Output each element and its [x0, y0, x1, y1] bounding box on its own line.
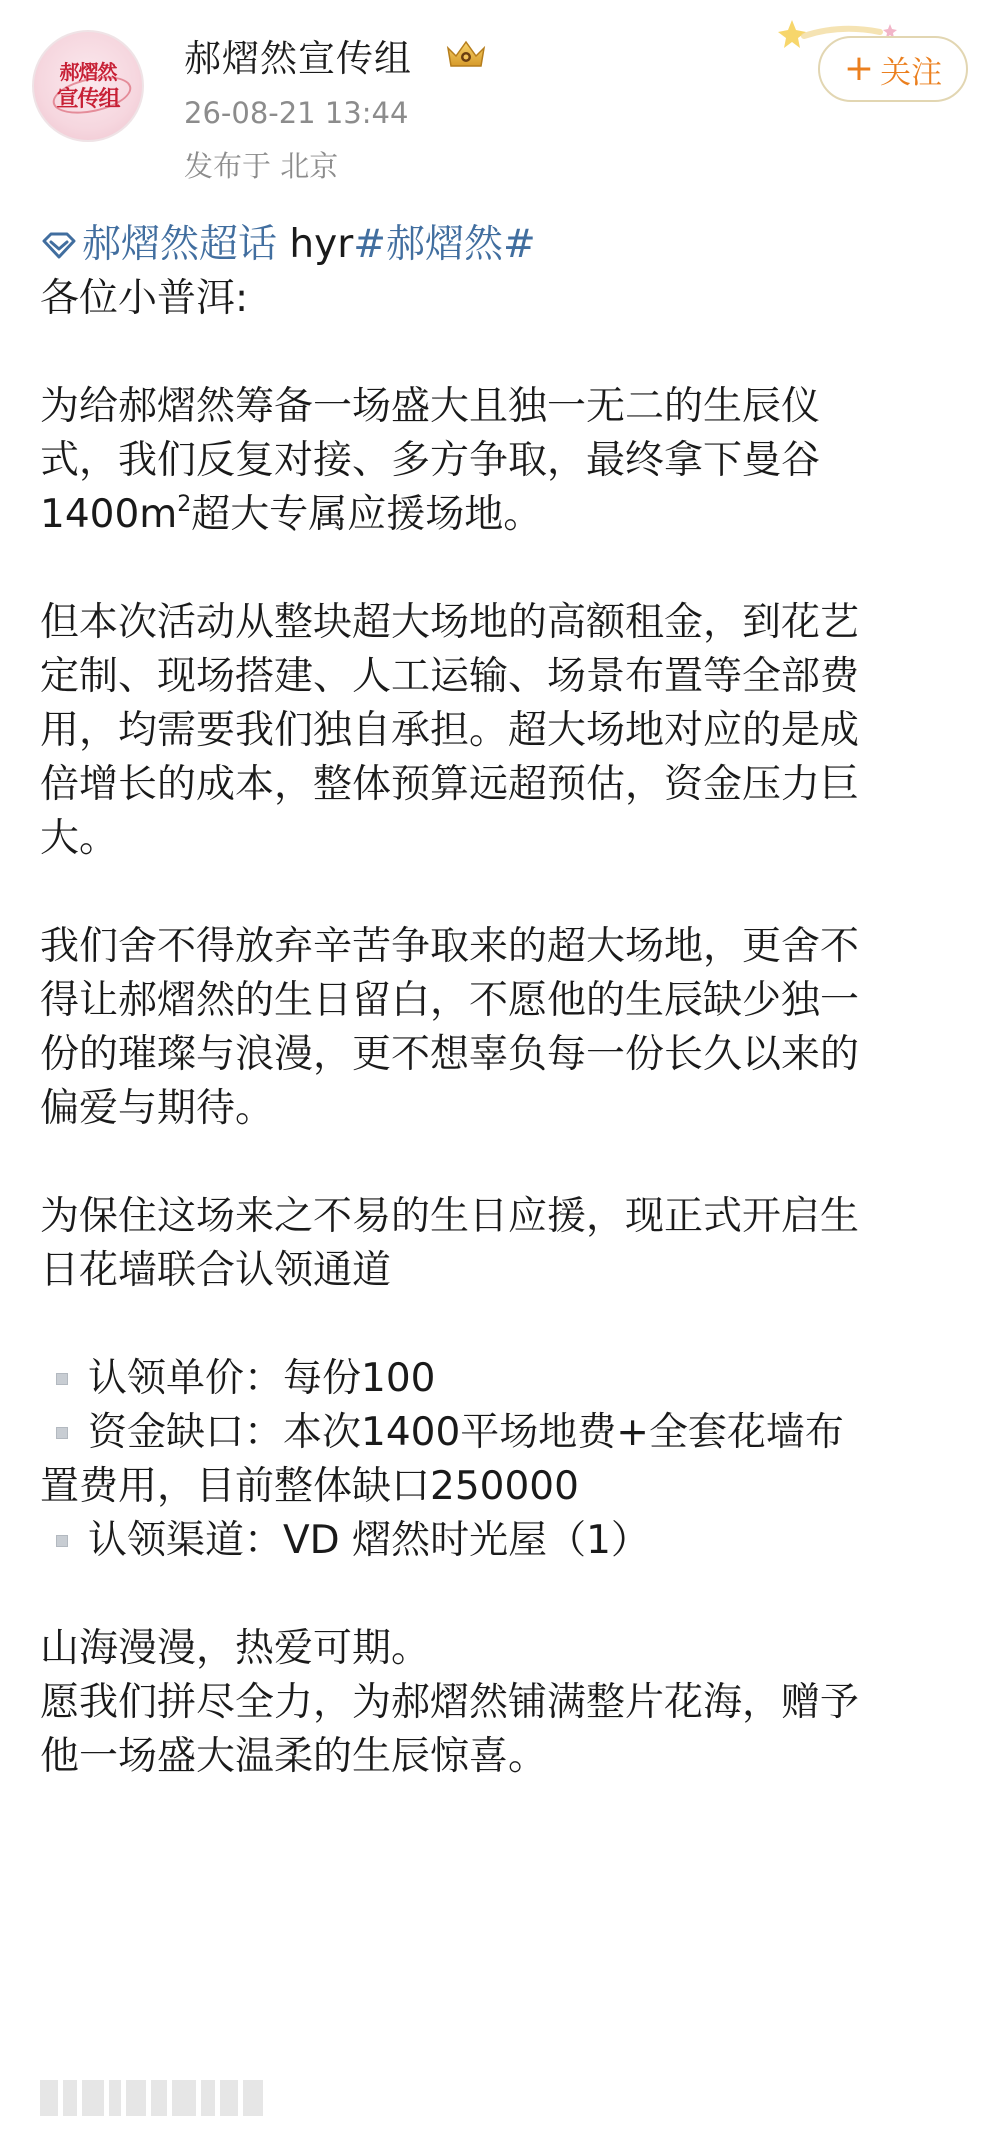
paragraph-line: 日花墙联合认领通道 — [40, 1248, 392, 1293]
post-location: 发布于 北京 — [184, 149, 339, 183]
paragraph-line: 大。 — [40, 816, 119, 861]
username[interactable]: 郝熠然宣传组 — [184, 37, 412, 80]
diamond-topic-icon — [40, 230, 78, 260]
paragraph-line: 为给郝熠然筹备一场盛大且独一无二的生辰仪 — [40, 384, 821, 429]
paragraph-line: 倍增长的成本，整体预算远超预估，资金压力巨 — [40, 762, 860, 807]
closing-line: 山海漫漫，热爱可期。 — [40, 1626, 431, 1671]
image-placeholder-strip — [40, 2080, 300, 2120]
paragraph-line: 得让郝熠然的生日留白，不愿他的生辰缺少独一 — [40, 978, 860, 1023]
paragraph-line — [40, 488, 980, 542]
bullet-square-icon — [56, 1535, 68, 1547]
bullet-square-icon — [56, 1427, 68, 1439]
paragraph-line: 但本次活动从整块超大场地的高额租金，到花艺 — [40, 600, 860, 645]
post-timestamp: 26-08-21 13:44 — [184, 96, 409, 130]
topic-line — [40, 218, 980, 272]
follow-label: 关注 — [880, 54, 943, 91]
closing-line: 愿我们拼尽全力，为郝熠然铺满整片花海，赠予 — [40, 1680, 860, 1725]
paragraph-line: 为保住这场来之不易的生日应援，现正式开启生 — [40, 1194, 860, 1239]
post-content — [40, 218, 980, 1784]
paragraph-line: 定制、现场搭建、人工运输、场景布置等全部费 — [40, 654, 860, 699]
topic-link[interactable]: 郝熠然超话 — [82, 222, 278, 267]
crown-badge-icon — [444, 38, 488, 72]
avatar-text-group: 宣传组 — [56, 87, 120, 112]
bullet-item: 资金缺口：本次1400平场地费+全套花墙布 — [40, 1406, 980, 1460]
avatar[interactable] — [32, 30, 144, 142]
bullet-item: 认领渠道：VD 熠然时光屋（1） — [40, 1514, 980, 1568]
avatar-text-name: 郝熠然 — [59, 60, 117, 84]
plus-icon: + — [843, 48, 875, 89]
closing-line: 他一场盛大温柔的生辰惊喜。 — [40, 1734, 548, 1779]
post-header — [0, 0, 1004, 200]
paragraph-line: 用，均需要我们独自承担。超大场地对应的是成 — [40, 708, 860, 753]
area-superscript: 2 — [177, 492, 192, 517]
bullet-square-icon — [56, 1373, 68, 1385]
follow-button[interactable] — [818, 36, 968, 102]
paragraph-line: 偏爱与期待。 — [40, 1086, 275, 1131]
area-rest: 超大专属应援场地。 — [191, 492, 543, 537]
greeting: 各位小普洱: — [40, 276, 249, 321]
bullet-item-continuation: 置费用，目前整体缺口250000 — [40, 1464, 579, 1509]
bullet-item: 认领单价：每份100 — [40, 1352, 980, 1406]
paragraph-line: 我们舍不得放弃辛苦争取来的超大场地，更舍不 — [40, 924, 860, 969]
hashtag-link[interactable]: #郝熠然# — [353, 222, 536, 267]
paragraph-line: 份的璀璨与浪漫，更不想辜负每一份长久以来的 — [40, 1032, 860, 1077]
area-value: 1400m — [40, 492, 178, 537]
paragraph-line: 式，我们反复对接、多方争取，最终拿下曼谷 — [40, 438, 821, 483]
hashtag-prefix: hyr — [289, 222, 354, 267]
